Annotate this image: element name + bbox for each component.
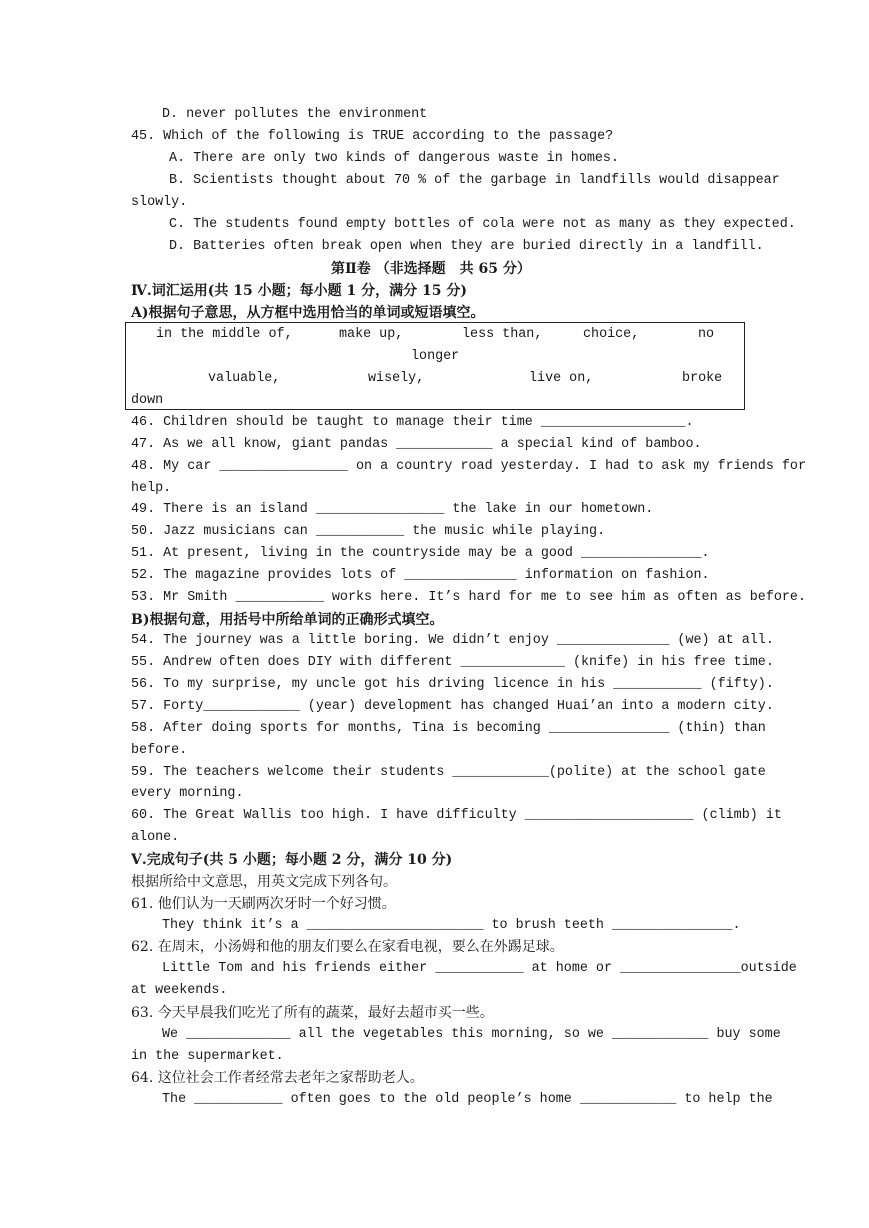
word-option: wisely, bbox=[368, 371, 425, 386]
q44-option-d: D. never pollutes the environment bbox=[162, 107, 428, 122]
question-58: 58. After doing sports for months, Tina is becoming _______________ (thin) than bbox=[131, 721, 766, 736]
q45-option-d: D. Batteries often break open when they are buried directly in a landfill. bbox=[169, 239, 764, 254]
question-51: 51. At present, living in the countryside may be a good _______________. bbox=[131, 546, 710, 561]
part2-title: 第Ⅱ卷 （非选择题 共 65 分） bbox=[331, 261, 531, 277]
question-60: 60. The Great Wallis too high. I have difficulty _____________________ (climb) it bbox=[131, 808, 782, 823]
section5-title: Ⅴ.完成句子(共 5 小题；每小题 2 分，满分 10 分) bbox=[131, 852, 453, 868]
question-47: 47. As we all know, giant pandas ____________ a special kind of bamboo. bbox=[131, 437, 702, 452]
question-52: 52. The magazine provides lots of ______________ information on fashion. bbox=[131, 568, 710, 583]
section5-instructions: 根据所给中文意思，用英文完成下列各句。 bbox=[131, 874, 397, 890]
question-61-chinese: 61. 他们认为一天刷两次牙时一个好习惯。 bbox=[131, 896, 396, 912]
q45-option-a: A. There are only two kinds of dangerous waste in homes. bbox=[169, 151, 619, 166]
question-57: 57. Forty____________ (year) development has changed Huai’an into a modern city. bbox=[131, 699, 774, 714]
question-54: 54. The journey was a little boring. We didn’t enjoy ______________ (we) at all. bbox=[131, 633, 774, 648]
question-53: 53. Mr Smith ___________ works here. It’s hard for me to see him as often as before. bbox=[131, 590, 806, 605]
q45-stem: 45. Which of the following is TRUE according to the passage? bbox=[131, 129, 614, 144]
section4b-title: B)根据句意，用括号中所给单词的正确形式填空。 bbox=[131, 612, 444, 628]
question-55: 55. Andrew often does DIY with different _____________ (knife) in his free time. bbox=[131, 655, 774, 670]
question-63-english-cont: in the supermarket. bbox=[131, 1049, 284, 1064]
question-50: 50. Jazz musicians can ___________ the music while playing. bbox=[131, 524, 606, 539]
question-60-cont: alone. bbox=[131, 830, 180, 845]
question-49: 49. There is an island ________________ the lake in our hometown. bbox=[131, 502, 654, 517]
question-59-cont: every morning. bbox=[131, 786, 244, 801]
word-option: in the middle of, bbox=[156, 327, 293, 342]
word-option-cont: down bbox=[131, 393, 164, 408]
question-64-chinese: 64. 这位社会工作者经常去老年之家帮助老人。 bbox=[131, 1070, 424, 1086]
question-64-english: The ___________ often goes to the old people’s home ____________ to help the bbox=[162, 1092, 773, 1107]
q45-option-b-cont: slowly. bbox=[131, 195, 188, 210]
word-option: less than, bbox=[462, 327, 543, 342]
question-46: 46. Children should be taught to manage their time __________________. bbox=[131, 415, 694, 430]
q45-option-c: C. The students found empty bottles of cola were not as many as they expected. bbox=[169, 217, 796, 232]
word-option: live on, bbox=[529, 371, 594, 386]
word-option: make up, bbox=[339, 327, 404, 342]
question-62-english: Little Tom and his friends either ___________ at home or _______________outside bbox=[162, 961, 797, 976]
question-62-chinese: 62. 在周末，小汤姆和他的朋友们要么在家看电视，要么在外踢足球。 bbox=[131, 939, 564, 955]
question-48-cont: help. bbox=[131, 481, 172, 496]
q45-option-b: B. Scientists thought about 70 % of the garbage in landfills would disappear bbox=[169, 173, 780, 188]
question-62-english-cont: at weekends. bbox=[131, 983, 228, 998]
question-56: 56. To my surprise, my uncle got his driving licence in his ___________ (fifty). bbox=[131, 677, 774, 692]
question-59: 59. The teachers welcome their students ____________(polite) at the school gate bbox=[131, 765, 766, 780]
question-63-english: We _____________ all the vegetables this morning, so we ____________ buy some bbox=[162, 1027, 781, 1042]
word-option: choice, bbox=[583, 327, 640, 342]
word-option-cont: longer bbox=[411, 349, 460, 364]
question-58-cont: before. bbox=[131, 743, 188, 758]
question-63-chinese: 63. 今天早晨我们吃光了所有的蔬菜，最好去超市买一些。 bbox=[131, 1005, 494, 1021]
word-option: broke bbox=[682, 371, 723, 386]
word-option: valuable, bbox=[208, 371, 281, 386]
question-48: 48. My car ________________ on a country road yesterday. I had to ask my friends for bbox=[131, 459, 806, 474]
word-option: no bbox=[698, 327, 715, 342]
section4-title: Ⅳ.词汇运用(共 15 小题；每小题 1 分，满分 15 分) bbox=[131, 283, 467, 299]
question-61-english: They think it’s a ______________________ to brush teeth _______________. bbox=[162, 918, 741, 933]
section4a-title: A)根据句子意思，从方框中选用恰当的单词或短语填空。 bbox=[131, 305, 485, 321]
